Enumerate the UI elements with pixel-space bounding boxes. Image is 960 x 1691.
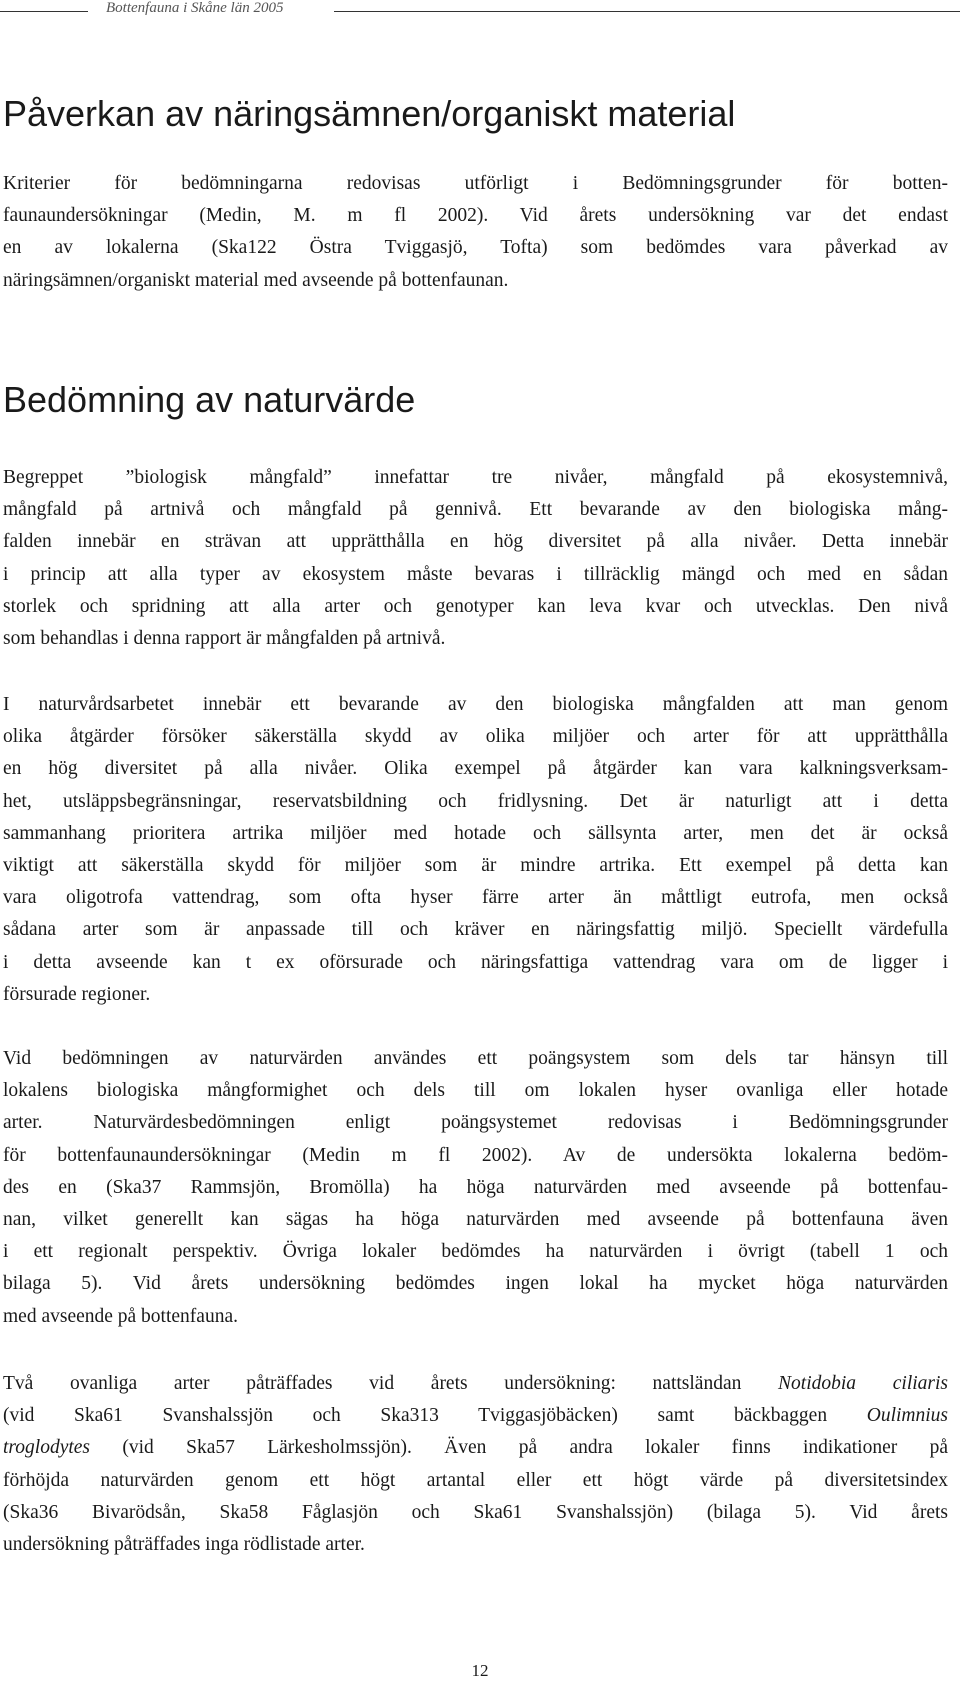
paragraph-biodiversity <box>3 462 948 655</box>
paragraph-rare-species <box>3 1368 948 1561</box>
species-name: Oulimnius <box>866 1405 948 1427</box>
header-rule-right <box>334 11 960 12</box>
text-line: het, utsläppsbegränsningar, reservatsbildning och fridlysning. Det är naturligt att i detta <box>3 790 948 812</box>
species-name: Notidobia ciliaris <box>778 1373 948 1394</box>
text-line: lokalens biologiska mångformighet och dels till om lokalen hyser ovanliga eller hotade <box>3 1080 948 1102</box>
text-line: i princip att alla typer av ekosystem måste bevaras i tillräcklig mängd och med en sådan <box>3 563 948 585</box>
text-line: falden innebär en strävan att upprätthålla en hög diversitet på alla nivåer. Detta innebär <box>3 531 948 553</box>
text-line: storlek och spridning att alla arter och genotyper kan leva kvar och utvecklas. Den nivå <box>3 595 948 617</box>
text-line: vara oligotrofa vattendrag, som ofta hyser färre arter än måttligt eutrofa, men också <box>3 887 948 909</box>
text-line: mångfald på artnivå och mångfald på gennivå. Ett bevarande av den biologiska mång- <box>3 499 948 521</box>
section-heading-nutrients: Påverkan av näringsämnen/organiskt material <box>3 93 736 134</box>
text-line: näringsämnen/organiskt material med avseende på bottenfaunan. <box>3 269 509 291</box>
text-line: arter. Naturvärdesbedömningen enligt poängsystemet redovisas i Bedömningsgrunder <box>3 1112 948 1134</box>
text-line: för bottenfaunaundersökningar (Medin m fl 2002). Av de undersökta lokalerna bedöm- <box>3 1144 948 1166</box>
text-line: i detta avseende kan t ex oförsurade och näringsfattiga vattendrag vara om de ligger i <box>3 951 948 973</box>
text-line: sådana arter som är anpassade till och kräver en näringsfattig miljö. Speciellt värdefulla <box>3 919 948 941</box>
running-title: Bottenfauna i Skåne län 2005 <box>106 0 284 16</box>
text-line: som behandlas i denna rapport är mångfalden på artnivå. <box>3 628 446 650</box>
species-name: troglodytes <box>3 1437 91 1459</box>
text-run: (vid Ska61 Svanshalssjön och Ska313 Tviggasjöbäcken) samt bäckbaggen <box>3 1405 867 1427</box>
text-line: nan, vilket generellt kan sägas ha höga naturvärden med avseende på bottenfauna även <box>3 1209 948 1231</box>
running-header <box>0 0 960 24</box>
text-line: I naturvårdsarbetet innebär ett bevarande av den biologiska mångfalden att man genom <box>3 694 948 715</box>
text-line <box>3 1400 948 1432</box>
paragraph-conservation <box>3 689 948 1011</box>
section-heading-nature-value: Bedömning av naturvärde <box>3 379 416 420</box>
text-line: olika åtgärder försöker säkerställa skydd av olika miljöer och arter för att upprätthålla <box>3 726 948 748</box>
text-line: med avseende på bottenfauna. <box>3 1305 238 1327</box>
text-line: viktigt att säkerställa skydd för miljöer som är mindre artrika. Ett exempel på detta kan <box>3 855 948 877</box>
text-line: en av lokalerna (Ska122 Östra Tviggasjö, Tofta) som bedömdes vara påverkad av <box>3 237 948 259</box>
text-line: Begreppet ”biologisk mångfald” innefattar tre nivåer, mångfald på ekosystemnivå, <box>3 467 948 488</box>
text-line: faunaundersökningar (Medin, M. m fl 2002). Vid årets undersökning var det endast <box>3 205 948 227</box>
page-number: 12 <box>471 1661 489 1680</box>
header-rule-left <box>0 11 88 12</box>
paragraph-point-system <box>3 1043 948 1333</box>
text-line: en hög diversitet på alla nivåer. Olika exempel på åtgärder kan vara kalkningsverksam- <box>3 758 948 780</box>
text-line <box>3 1368 948 1400</box>
text-line: förhöjda naturvärden genom ett högt artantal eller ett högt värde på diversitetsindex <box>3 1469 948 1491</box>
text-run: Två ovanliga arter påträffades vid årets undersökning: nattsländan <box>3 1373 779 1394</box>
text-line: des en (Ska37 Rammsjön, Bromölla) ha höga naturvärden med avseende på bottenfau- <box>3 1176 948 1198</box>
paragraph-nutrients <box>3 168 948 297</box>
text-line: (Ska36 Bivarödsån, Ska58 Fåglasjön och Ska61 Svanshalssjön) (bilaga 5). Vid årets <box>3 1501 948 1523</box>
text-line: i ett regionalt perspektiv. Övriga lokaler bedömdes ha naturvärden i övrigt (tabell 1 och <box>3 1241 948 1263</box>
text-line: försurade regioner. <box>3 983 151 1005</box>
text-line: Kriterier för bedömningarna redovisas utförligt i Bedömningsgrunder för botten- <box>3 173 948 194</box>
text-line: bilaga 5). Vid årets undersökning bedömdes ingen lokal ha mycket höga naturvärden <box>3 1273 948 1295</box>
text-line: sammanhang prioritera artrika miljöer med hotade och sällsynta arter, men det är också <box>3 822 948 844</box>
text-line: Vid bedömningen av naturvärden användes ett poängsystem som dels tar hänsyn till <box>3 1048 948 1069</box>
text-line <box>3 1432 948 1464</box>
text-line: undersökning påträffades inga rödlistade arter. <box>3 1534 365 1556</box>
text-run: (vid Ska57 Lärkesholmssjön). Även på andra lokaler finns indikationer på <box>90 1437 948 1459</box>
